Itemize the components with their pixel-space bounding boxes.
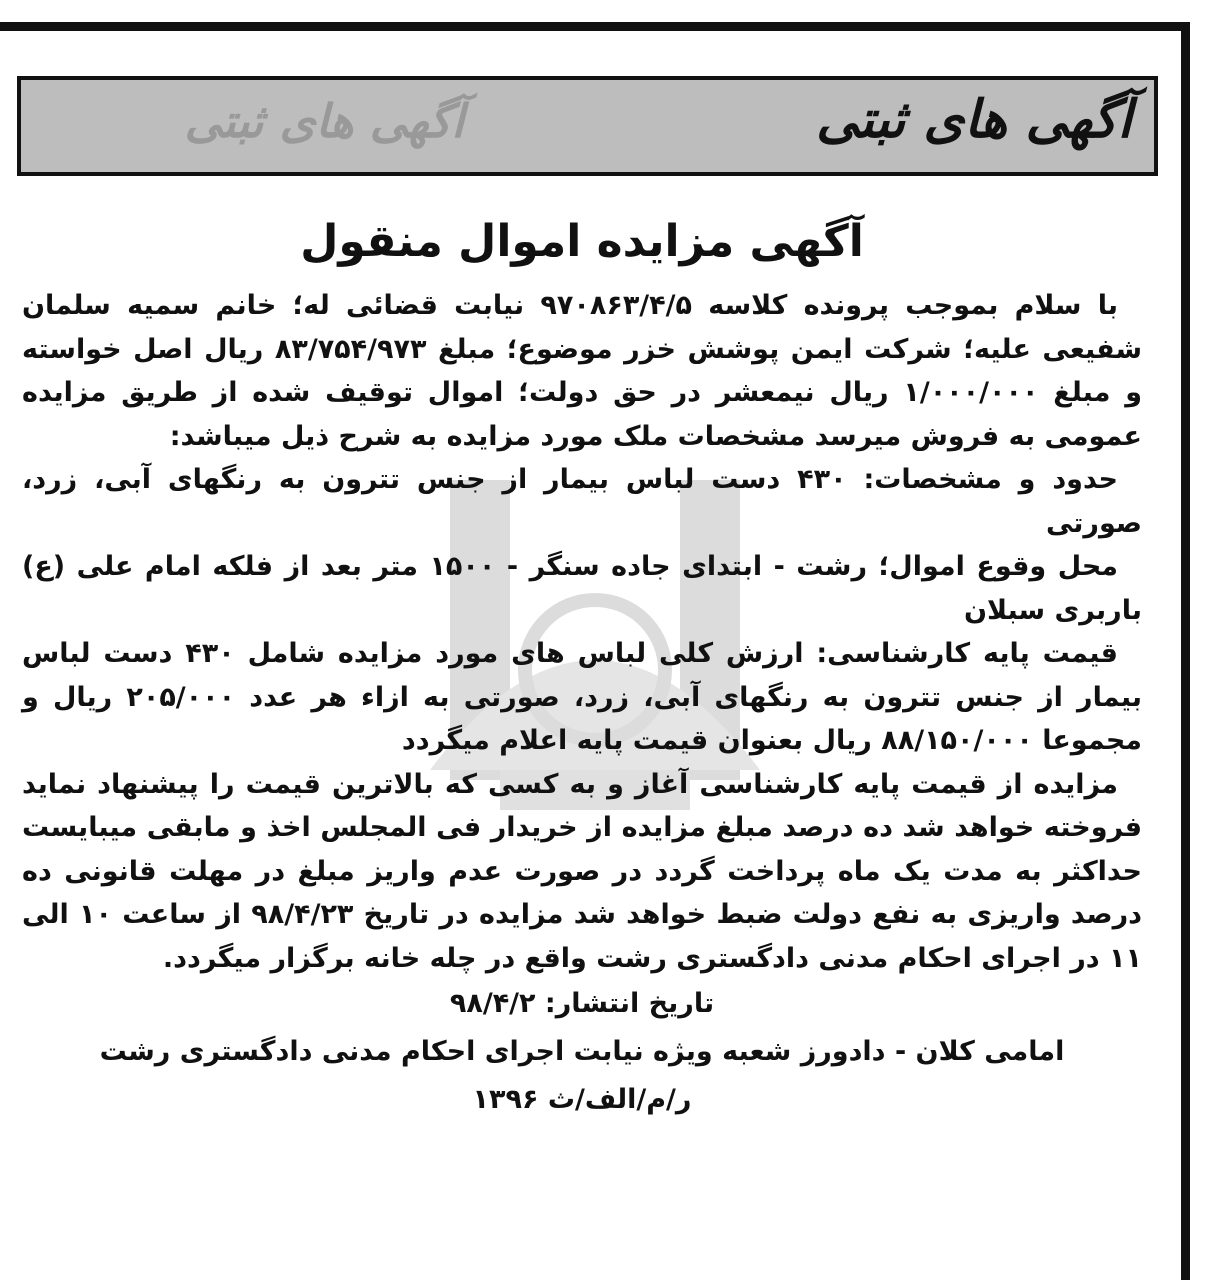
- notice-title: آگهی مزایده اموال منقول: [300, 216, 864, 267]
- notice-paragraph-auction-terms: مزایده از قیمت پایه کارشناسی آغاز و به کسی که بالاترین قیمت را پیشنهاد نماید فروخته خواهد شد ده درصد مبلغ مزایده از خریدار فی المجلس اخذ و مابقی میبایست حداکثر به مدت یک ماه پرداخت گردد در صورت عدم واریز مبلغ در مهلت قانونی ده درصد واریزی به نفع دولت ضبط خواهد شد مزایده در تاریخ ۹۸/۴/۲۳ از ساعت ۱۰ الی ۱۱ در اجرای احکام مدنی دادگستری رشت واقع در چله خانه برگزار میگردد.: [22, 768, 1142, 974]
- notice-paragraph-intro: با سلام بموجب پرونده کلاسه ۹۷۰۸۶۳/۴/۵ نیابت قضائی له؛ خانم سمیه سلمان شفیعی علیه؛ شرکت ایمن پوشش خزر موضوع؛ مبلغ ۸۳/۷۵۴/۹۷۳ ریال اصل خواسته و مبلغ ۱/۰۰۰/۰۰۰ ریال نیمعشر در حق دولت؛ اموال توقیف شده از طریق مزایده عمومی به فروش میرسد مشخصات ملک مورد مزایده به شرح ذیل میباشد:: [22, 290, 1142, 452]
- publish-date: تاریخ انتشار: ۹۸/۴/۲: [449, 988, 715, 1019]
- notice-paragraph-specs: حدود و مشخصات: ۴۳۰ دست لباس بیمار از جنس تترون به رنگهای آبی، زرد، صورتی: [22, 464, 1142, 539]
- notice-paragraph-base-price: قیمت پایه کارشناسی: ارزش کلی لباس های مورد مزایده شامل ۴۳۰ دست لباس بیمار از جنس تترون به رنگهای آبی، زرد، صورتی به ازاء هر عدد ۲۰۵/۰۰۰ ریال و مجموعا ۸۸/۱۵۰/۰۰۰ ریال بعنوان قیمت پایه اعلام میگردد: [22, 638, 1142, 756]
- notice-paragraph-location: محل وقوع اموال؛ رشت - ابتدای جاده سنگر - ۱۵۰۰ متر بعد از فلکه امام علی (ع) باربری سبلان: [22, 551, 1142, 626]
- reference-code: ر/م/الف/ث ۱۳۹۶: [472, 1084, 692, 1115]
- section-title: آگهی های ثبتی: [816, 90, 1132, 150]
- section-header-band: [17, 76, 1158, 176]
- notice-body: [22, 210, 1142, 1124]
- section-title-faded: آگهی های ثبتی: [184, 94, 464, 148]
- signature-line: امامی کلان - دادورز شعبه ویژه نیابت اجرای احکام مدنی دادگستری رشت: [99, 1036, 1065, 1067]
